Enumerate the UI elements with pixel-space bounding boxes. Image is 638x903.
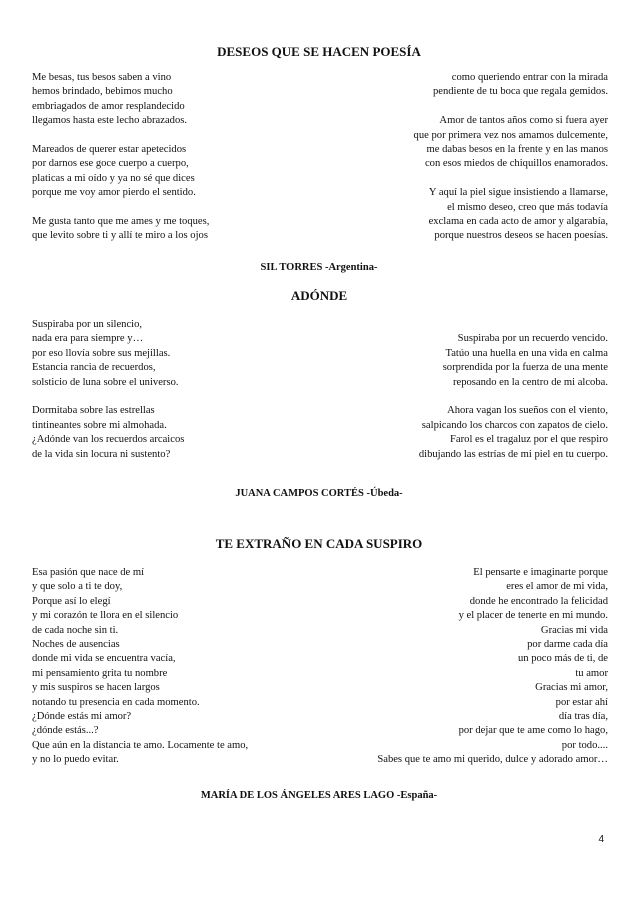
- verse-line: [419, 318, 608, 332]
- verse-line: me dabas besos en la frente y en las manos: [426, 143, 608, 155]
- verse-line: salpicando los charcos con zapatos de cielo.: [421, 419, 608, 431]
- verse-line: como queriendo entrar con la mirada: [451, 72, 608, 83]
- verse-line: eres el amor de mi vida,: [506, 581, 608, 593]
- verse-line: sorprendida por la fuerza de una mente: [442, 362, 608, 374]
- verse-line: por darnos ese goce cuerpo a cuerpo,: [32, 158, 189, 170]
- verse-line: por darme cada día: [527, 638, 608, 650]
- verse-line: [32, 129, 209, 143]
- verse-line: ¿Dónde estás mi amor?: [32, 710, 132, 722]
- verse-line: y mis suspiros se hacen largos: [32, 682, 160, 694]
- verse-line: el mismo deseo, creo que más todavía: [447, 201, 608, 213]
- poem-1-author: SIL TORRES -Argentina-: [260, 262, 378, 273]
- verse-line: por eso llovía sobre sus mejillas.: [32, 347, 171, 359]
- poem-2-right-column: [419, 318, 608, 462]
- verse-line: tu amor: [575, 667, 608, 679]
- verse-line: mi pensamiento grita tu nombre: [32, 667, 168, 679]
- verse-line: un poco más de ti, de: [517, 653, 608, 665]
- verse-line: y el placer de tenerte en mi mundo.: [458, 610, 608, 622]
- verse-line: Me gusta tanto que me ames y me toques,: [32, 215, 210, 227]
- verse-line: y mi corazón te llora en el silencio: [32, 610, 179, 622]
- verse-line: Amor de tantos años como si fuera ayer: [439, 115, 608, 127]
- verse-line: Sabes que te amo mi querido, dulce y adorado amor…: [377, 754, 608, 766]
- poem-3-right-column: [377, 566, 608, 767]
- verse-line: tintineantes sobre mi almohada.: [32, 419, 167, 431]
- verse-line: Mareados de querer estar apetecidos: [32, 143, 187, 155]
- verse-line: Y aquí la piel sigue insistiendo a llamarse,: [428, 187, 608, 199]
- verse-line: Gracias mi vida: [540, 624, 608, 636]
- poem-3-left-column: [32, 566, 248, 767]
- verse-line: solsticio de luna sobre el universo.: [32, 376, 179, 388]
- verse-line: [419, 390, 608, 404]
- verse-line: [414, 100, 608, 114]
- verse-line: y no lo puedo evitar.: [32, 754, 119, 766]
- verse-line: Tatúo una huella en una vida en calma: [445, 347, 608, 359]
- verse-line: notando tu presencia en cada momento.: [32, 696, 200, 708]
- verse-line: que levito sobre ti y allí te miro a los ojos: [32, 230, 208, 242]
- verse-line: El pensarte e imaginarte porque: [473, 567, 608, 578]
- verse-line: porque me voy amor pierdo el sentido.: [32, 187, 196, 199]
- verse-line: Suspiraba por un recuerdo vencido.: [457, 333, 608, 345]
- verse-line: por dejar que te ame como lo hago,: [458, 725, 608, 737]
- poem-1-title: DESEOS QUE SE HACEN POESÍA: [217, 44, 421, 59]
- verse-line: y que solo a ti te doy,: [32, 581, 123, 593]
- verse-line: donde he encontrado la felicidad: [469, 595, 608, 607]
- verse-line: donde mi vida se encuentra vacía,: [32, 653, 176, 665]
- verse-line: Esa pasión que nace de mí: [32, 567, 145, 578]
- verse-line: con esos miedos de chiquillos enamorados.: [424, 158, 608, 170]
- verse-line: que por primera vez nos amamos dulcemente,: [413, 129, 608, 141]
- verse-line: ¿dónde estás...?: [32, 725, 99, 737]
- poem-2-title: ADÓNDE: [290, 288, 348, 303]
- verse-line: Suspiraba por un silencio,: [32, 319, 143, 330]
- verse-line: exclama en cada acto de amor y algarabía,: [428, 215, 608, 227]
- verse-line: dibujando las estrías de mi piel en tu cuerpo.: [418, 448, 608, 460]
- verse-line: de cada noche sin ti.: [32, 624, 119, 636]
- verse-line: Ahora vagan los sueños con el viento,: [447, 405, 608, 417]
- verse-line: Que aún en la distancia te amo. Locamente te amo,: [32, 739, 249, 751]
- verse-line: Estancia rancia de recuerdos,: [32, 362, 156, 374]
- poem-1-left-column: [32, 71, 209, 244]
- verse-line: ¿Adónde van los recuerdos arcaicos: [32, 434, 185, 446]
- verse-line: Gracias mi amor,: [535, 682, 608, 694]
- verse-line: Noches de ausencias: [32, 638, 120, 650]
- verse-line: Me besas, tus besos saben a vino: [32, 72, 172, 83]
- page-number: 4: [598, 834, 604, 845]
- verse-line: porque nuestros deseos se hacen poesías.: [434, 230, 608, 242]
- verse-line: día tras día,: [558, 710, 608, 722]
- verse-line: [32, 201, 209, 215]
- verse-line: platicas a mi oído y ya no sé que dices: [32, 172, 195, 184]
- verse-line: por todo....: [561, 739, 608, 751]
- verse-line: [32, 390, 184, 404]
- verse-line: [414, 172, 608, 186]
- poem-3-title: TE EXTRAÑO EN CADA SUSPIRO: [215, 536, 423, 551]
- verse-line: embriagados de amor resplandecido: [32, 100, 185, 112]
- verse-line: nada era para siempre y…: [32, 333, 144, 345]
- verse-line: llegamos hasta este lecho abrazados.: [32, 115, 188, 127]
- poem-2-left-column: [32, 318, 184, 462]
- verse-line: de la vida sin locura ni sustento?: [32, 448, 171, 460]
- verse-line: pendiente de tu boca que regala gemidos.: [432, 86, 608, 98]
- verse-line: reposando en la centro de mi alcoba.: [452, 376, 608, 388]
- poem-2-author: JUANA CAMPOS CORTÉS -Úbeda-: [235, 488, 403, 499]
- poem-1-right-column: [414, 71, 608, 244]
- verse-line: Dormitaba sobre las estrellas: [32, 405, 155, 417]
- verse-line: Farol es el tragaluz por el que respiro: [450, 434, 608, 446]
- verse-line: Porque así lo elegí: [32, 595, 111, 607]
- verse-line: por estar ahí: [555, 696, 608, 708]
- poem-3-author: MARÍA DE LOS ÁNGELES ARES LAGO -España-: [200, 790, 438, 801]
- verse-line: hemos brindado, bebimos mucho: [32, 86, 173, 98]
